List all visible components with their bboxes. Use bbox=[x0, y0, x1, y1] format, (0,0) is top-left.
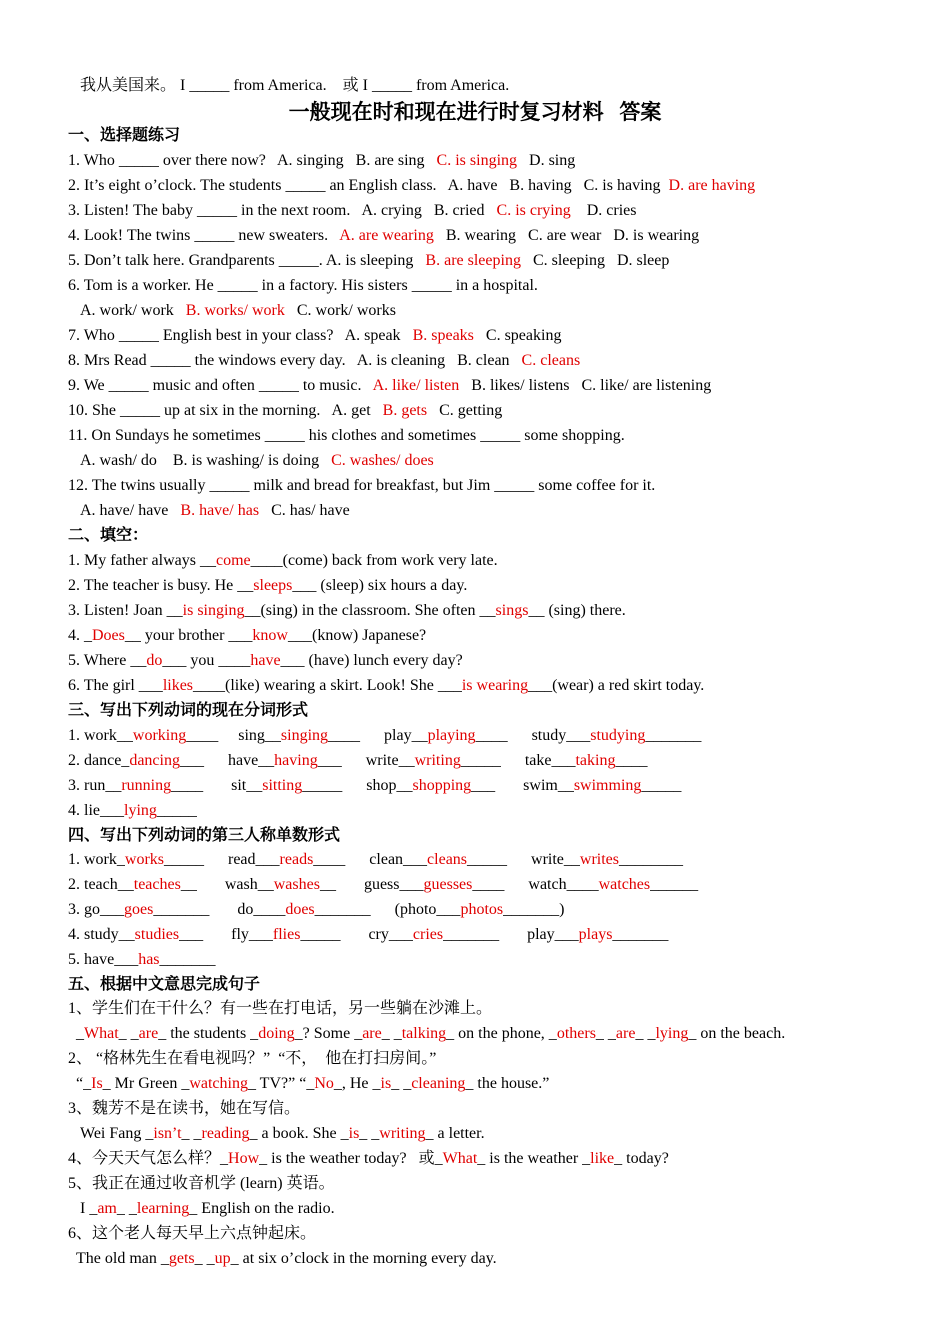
line-text: _____ bbox=[156, 802, 197, 819]
line-text: 3、魏芳不是在读书，她在写信。 bbox=[68, 1100, 301, 1117]
answer-text: studying bbox=[590, 727, 646, 744]
answer-text: playing bbox=[427, 727, 476, 744]
answer-text: B. works/ work bbox=[185, 302, 285, 319]
answer-text: C. cleans bbox=[521, 352, 581, 369]
line-text: _ at six o’clock in the morning every day. bbox=[230, 1250, 497, 1267]
line-text: 5. Don’t talk here. Grandparents _____. A. is sleeping bbox=[68, 252, 426, 269]
line-text: 7. Who _____ English best in your class? A. speak bbox=[68, 327, 413, 344]
line-text: _____ cry___ bbox=[300, 926, 413, 943]
line-text: _ _ bbox=[118, 1025, 139, 1042]
answer-text: is bbox=[348, 1125, 360, 1142]
answer-text: others bbox=[556, 1025, 596, 1042]
line-text: _______ bbox=[612, 926, 669, 943]
line-text: C. has/ have bbox=[259, 502, 350, 519]
line-text: 1. work__ bbox=[68, 727, 133, 744]
answer-text: watches bbox=[598, 876, 651, 893]
line-text: “_ bbox=[76, 1075, 92, 1092]
line-text: 3. run__ bbox=[68, 777, 122, 794]
answer-text: taking bbox=[575, 752, 616, 769]
line-text: C. speaking bbox=[473, 327, 562, 344]
line-text: _ the house.” bbox=[465, 1075, 550, 1092]
line-text: 5. have___ bbox=[68, 951, 139, 968]
line-text: D. sing bbox=[517, 152, 576, 169]
line-text: 8. Mrs Read _____ the windows every day. A. is cleaning B. clean bbox=[68, 352, 522, 369]
line-text: _______ (photo___ bbox=[314, 901, 461, 918]
line-text: _ _ bbox=[194, 1250, 215, 1267]
answer-text: up bbox=[214, 1250, 231, 1267]
line-text: 2、 “格林先生在看电视吗？” “不， 他在打扫房间。” bbox=[68, 1050, 437, 1067]
line-text: 6、这个老人每天早上六点钟起床。 bbox=[68, 1225, 317, 1242]
line-text: _ _ bbox=[595, 1025, 616, 1042]
answer-text: is bbox=[380, 1075, 392, 1092]
question-line bbox=[68, 224, 699, 248]
answer-text: C. is crying bbox=[496, 202, 571, 219]
question-line bbox=[68, 349, 580, 373]
answer-text: shopping bbox=[412, 777, 472, 794]
line-text: _______) bbox=[503, 901, 565, 918]
line-text: 4. study__ bbox=[68, 926, 135, 943]
line-text: _ the students _ bbox=[158, 1025, 259, 1042]
line-text: 5. Where __ bbox=[68, 652, 147, 669]
answer-text: lying bbox=[655, 1025, 689, 1042]
fill-line bbox=[68, 649, 463, 673]
options-line bbox=[80, 449, 434, 473]
line-text: C. sleeping D. sleep bbox=[520, 252, 670, 269]
options-line bbox=[80, 299, 396, 323]
intro-line bbox=[80, 74, 509, 98]
answer-text: What bbox=[442, 1150, 478, 1167]
line-text: ___ you ____ bbox=[162, 652, 251, 669]
line-text: ____(like) wearing a skirt. Look! She ___ bbox=[193, 677, 462, 694]
verb-form-line bbox=[68, 923, 668, 947]
line-text: ____ watch____ bbox=[472, 876, 599, 893]
line-text: ____(come) back from work very late. bbox=[250, 552, 498, 569]
line-text: ____ bbox=[615, 752, 648, 769]
line-text: __(sing) in the classroom. She often __ bbox=[244, 602, 496, 619]
line-text: 10. She _____ up at six in the morning. A. get bbox=[68, 402, 383, 419]
answer-text: B. gets bbox=[382, 402, 428, 419]
answer-text: have bbox=[250, 652, 281, 669]
english-answer bbox=[76, 1022, 785, 1046]
question-line bbox=[68, 249, 669, 273]
line-text: 2. dance_ bbox=[68, 752, 130, 769]
line-text: ___ write__ bbox=[317, 752, 415, 769]
line-text: ___(wear) a red skirt today. bbox=[528, 677, 705, 694]
answer-text: plays bbox=[578, 926, 613, 943]
answer-text: washes bbox=[273, 876, 320, 893]
answer-text: isn’t bbox=[153, 1125, 182, 1142]
verb-form-line bbox=[68, 948, 216, 972]
line-text: A. have/ have bbox=[80, 502, 181, 519]
answer-text: talking bbox=[401, 1025, 447, 1042]
line-text: B. likes/ listens C. like/ are listening bbox=[459, 377, 712, 394]
line-text: ___ have__ bbox=[179, 752, 275, 769]
line-text: 1、学生们在干什么？有一些在打电话，另一些躺在沙滩上。 bbox=[68, 1000, 493, 1017]
line-text: ________ bbox=[619, 851, 684, 868]
line-text: _ _ bbox=[181, 1125, 202, 1142]
answer-text: cleans bbox=[427, 851, 468, 868]
line-text: _ _ bbox=[359, 1125, 380, 1142]
question-line bbox=[68, 424, 625, 448]
answer-text: gets bbox=[168, 1250, 195, 1267]
answer-text: singing bbox=[280, 727, 329, 744]
line-text: C. work/ works bbox=[284, 302, 396, 319]
english-answer bbox=[76, 1247, 497, 1271]
line-text: C. getting bbox=[427, 402, 503, 419]
answer-text: studies bbox=[134, 926, 180, 943]
answer-text: teaches bbox=[133, 876, 181, 893]
line-text: _ _ bbox=[116, 1200, 137, 1217]
answer-text: flies bbox=[272, 926, 301, 943]
line-text: _ on the beach. bbox=[688, 1025, 786, 1042]
options-line bbox=[80, 499, 350, 523]
answer-text: know bbox=[252, 627, 288, 644]
line-text: 3. Listen! Joan __ bbox=[68, 602, 183, 619]
answer-text: A. are wearing bbox=[339, 227, 434, 244]
answer-text: writing bbox=[379, 1125, 426, 1142]
answer-text: are bbox=[138, 1025, 159, 1042]
answer-text: is wearing bbox=[461, 677, 529, 694]
answer-text: am bbox=[97, 1200, 117, 1217]
line-text: _____ read___ bbox=[164, 851, 280, 868]
verb-form-line bbox=[68, 724, 701, 748]
english-answer bbox=[80, 1197, 335, 1221]
line-text: _ _ bbox=[635, 1025, 656, 1042]
line-text: 11. On Sundays he sometimes _____ his clothes and sometimes _____ some shopping. bbox=[68, 427, 625, 444]
page-title: 一般现在时和现在进行时复习材料 答案 bbox=[288, 100, 662, 124]
mixed-line bbox=[68, 1147, 669, 1171]
answer-text: swimming bbox=[573, 777, 642, 794]
english-answer bbox=[80, 1122, 485, 1146]
line-text: _____ take___ bbox=[460, 752, 576, 769]
line-text: 4. _ bbox=[68, 627, 92, 644]
line-text: __ (sing) there. bbox=[528, 602, 626, 619]
answer-text: likes bbox=[162, 677, 194, 694]
answer-text: has bbox=[138, 951, 160, 968]
line-text: ______ bbox=[650, 876, 699, 893]
line-text: ___(know) Japanese? bbox=[287, 627, 427, 644]
line-text: ____ clean___ bbox=[313, 851, 428, 868]
line-text: D. cries bbox=[570, 202, 637, 219]
line-text: _? Some _ bbox=[294, 1025, 363, 1042]
question-line bbox=[68, 149, 575, 173]
line-text: ____ play__ bbox=[328, 727, 428, 744]
question-line bbox=[68, 399, 502, 423]
line-text: _______ do____ bbox=[153, 901, 286, 918]
answer-text: working bbox=[132, 727, 187, 744]
answer-text: guesses bbox=[423, 876, 473, 893]
answer-text: C. is singing bbox=[436, 152, 518, 169]
answer-text: cries bbox=[412, 926, 444, 943]
answer-text: reading bbox=[201, 1125, 250, 1142]
line-text: _ a book. She _ bbox=[249, 1125, 349, 1142]
answer-text: writing bbox=[414, 752, 461, 769]
verb-form-line bbox=[68, 898, 564, 922]
line-text: _ TV?” “_ bbox=[247, 1075, 315, 1092]
line-text: _ _ bbox=[391, 1075, 412, 1092]
answer-text: Is bbox=[91, 1075, 103, 1092]
line-text: _, He _ bbox=[333, 1075, 381, 1092]
answer-text: What bbox=[84, 1025, 119, 1042]
answer-text: watching bbox=[189, 1075, 248, 1092]
answer-text: do bbox=[146, 652, 163, 669]
section-heading-2: 二、填空： bbox=[68, 527, 149, 544]
question-line bbox=[68, 174, 755, 198]
line-text: 2. It’s eight o’clock. The students _____ an English class. A. have B. having C. is having bbox=[68, 177, 669, 194]
line-text: Wei Fang _ bbox=[80, 1125, 154, 1142]
question-line bbox=[68, 274, 538, 298]
verb-form-line bbox=[68, 848, 683, 872]
line-text: _ Mr Green _ bbox=[102, 1075, 190, 1092]
line-text: 12. The twins usually _____ milk and bread for breakfast, but Jim _____ some coffee for it. bbox=[68, 477, 656, 494]
line-text: A. work/ work bbox=[80, 302, 186, 319]
line-text: 6. The girl ___ bbox=[68, 677, 163, 694]
section-heading-1: 一、选择题练习 bbox=[68, 127, 181, 144]
fill-line bbox=[68, 574, 467, 598]
fill-line bbox=[68, 549, 498, 573]
line-text: 4. lie___ bbox=[68, 802, 124, 819]
line-text: _______ bbox=[645, 727, 702, 744]
line-text: _ English on the radio. bbox=[189, 1200, 335, 1217]
answer-text: C. washes/ does bbox=[331, 452, 434, 469]
line-text: _ today? bbox=[614, 1150, 669, 1167]
answer-text: sings bbox=[495, 602, 529, 619]
answer-text: running bbox=[121, 777, 172, 794]
line-text: __ wash__ bbox=[180, 876, 274, 893]
english-answer bbox=[76, 1072, 549, 1096]
line-text: 1. work_ bbox=[68, 851, 125, 868]
question-line bbox=[68, 474, 655, 498]
line-text: ___ swim__ bbox=[471, 777, 574, 794]
fill-line bbox=[68, 674, 704, 698]
answer-text: does bbox=[285, 901, 315, 918]
line-text: _ on the phone, _ bbox=[446, 1025, 557, 1042]
section-heading-4: 四、写出下列动词的第三人称单数形式 bbox=[68, 827, 341, 844]
answer-text: goes bbox=[124, 901, 154, 918]
line-text: ____ sing__ bbox=[186, 727, 281, 744]
line-text: ____ study___ bbox=[475, 727, 591, 744]
line-text: _ is the weather today? 或_ bbox=[259, 1150, 443, 1167]
answer-text: sitting bbox=[262, 777, 303, 794]
answer-text: writes bbox=[579, 851, 620, 868]
answer-text: like bbox=[590, 1150, 615, 1167]
line-text: _____ bbox=[641, 777, 682, 794]
line-text: _____ shop__ bbox=[302, 777, 413, 794]
answer-text: works bbox=[124, 851, 164, 868]
line-text: ___ (have) lunch every day? bbox=[280, 652, 463, 669]
fill-line bbox=[68, 624, 426, 648]
line-text: 4. Look! The twins _____ new sweaters. bbox=[68, 227, 340, 244]
answer-text: How bbox=[228, 1150, 260, 1167]
answer-text: lying bbox=[124, 802, 157, 819]
answer-text: are bbox=[615, 1025, 636, 1042]
line-text: ___ (sleep) six hours a day. bbox=[292, 577, 468, 594]
question-line bbox=[68, 374, 711, 398]
line-text: 4、今天天气怎么样？_ bbox=[68, 1150, 229, 1167]
answer-text: learning bbox=[136, 1200, 190, 1217]
line-text: _______ bbox=[159, 951, 216, 968]
answer-text: Does bbox=[92, 627, 125, 644]
answer-text: is singing bbox=[182, 602, 245, 619]
question-line bbox=[68, 199, 637, 223]
answer-text: D. are having bbox=[668, 177, 756, 194]
line-text: 5、我正在通过收音机学 (learn) 英语。 bbox=[68, 1175, 335, 1192]
line-text: 我从美国来。 I _____ from America. 或 I _____ from America. bbox=[80, 77, 510, 94]
verb-form-line bbox=[68, 749, 647, 773]
answer-text: having bbox=[274, 752, 318, 769]
line-text: _ is the weather _ bbox=[477, 1150, 591, 1167]
answer-text: are bbox=[362, 1025, 382, 1042]
line-text: I _ bbox=[80, 1200, 98, 1217]
fill-line bbox=[68, 599, 626, 623]
line-text: _______ play___ bbox=[443, 926, 579, 943]
answer-text: photos bbox=[460, 901, 504, 918]
chinese-prompt bbox=[68, 1097, 300, 1121]
answer-text: dancing bbox=[129, 752, 180, 769]
answer-text: sleeps bbox=[253, 577, 293, 594]
question-line bbox=[68, 324, 561, 348]
answer-text: A. like/ listen bbox=[372, 377, 460, 394]
section-heading-3: 三、写出下列动词的现在分词形式 bbox=[68, 702, 309, 719]
chinese-prompt bbox=[68, 1172, 335, 1196]
answer-text: cleaning bbox=[411, 1075, 466, 1092]
chinese-prompt bbox=[68, 997, 492, 1021]
line-text: 6. Tom is a worker. He _____ in a factory. His sisters _____ in a hospital. bbox=[68, 277, 538, 294]
line-text: __ your brother ___ bbox=[124, 627, 253, 644]
line-text: B. wearing C. are wear D. is wearing bbox=[433, 227, 700, 244]
answer-text: No bbox=[314, 1075, 334, 1092]
line-text: _ bbox=[76, 1025, 84, 1042]
line-text: ____ sit__ bbox=[171, 777, 263, 794]
line-text: 1. My father always __ bbox=[68, 552, 216, 569]
answer-text: B. speaks bbox=[412, 327, 474, 344]
line-text: _ a letter. bbox=[425, 1125, 485, 1142]
section-heading-5: 五、根据中文意思完成句子 bbox=[68, 976, 261, 993]
chinese-prompt bbox=[68, 1047, 436, 1071]
line-text: _____ write__ bbox=[467, 851, 580, 868]
line-text: _ _ bbox=[381, 1025, 402, 1042]
line-text: 2. teach__ bbox=[68, 876, 134, 893]
line-text: 1. Who _____ over there now? A. singing B. are sing bbox=[68, 152, 437, 169]
chinese-prompt bbox=[68, 1222, 316, 1246]
line-text: 2. The teacher is busy. He __ bbox=[68, 577, 254, 594]
line-text: 3. go___ bbox=[68, 901, 124, 918]
answer-text: come bbox=[215, 552, 251, 569]
line-text: The old man _ bbox=[76, 1250, 169, 1267]
verb-form-line bbox=[68, 799, 197, 823]
line-text: ___ fly___ bbox=[179, 926, 273, 943]
answer-text: B. have/ has bbox=[180, 502, 260, 519]
line-text: 3. Listen! The baby _____ in the next room. A. crying B. cried bbox=[68, 202, 497, 219]
line-text: 9. We _____ music and often _____ to music. bbox=[68, 377, 373, 394]
line-text: __ guess___ bbox=[319, 876, 424, 893]
answer-text: B. are sleeping bbox=[425, 252, 521, 269]
verb-form-line bbox=[68, 873, 698, 897]
answer-text: reads bbox=[279, 851, 314, 868]
answer-text: doing bbox=[258, 1025, 295, 1042]
line-text: A. wash/ do B. is washing/ is doing bbox=[80, 452, 332, 469]
verb-form-line bbox=[68, 774, 681, 798]
